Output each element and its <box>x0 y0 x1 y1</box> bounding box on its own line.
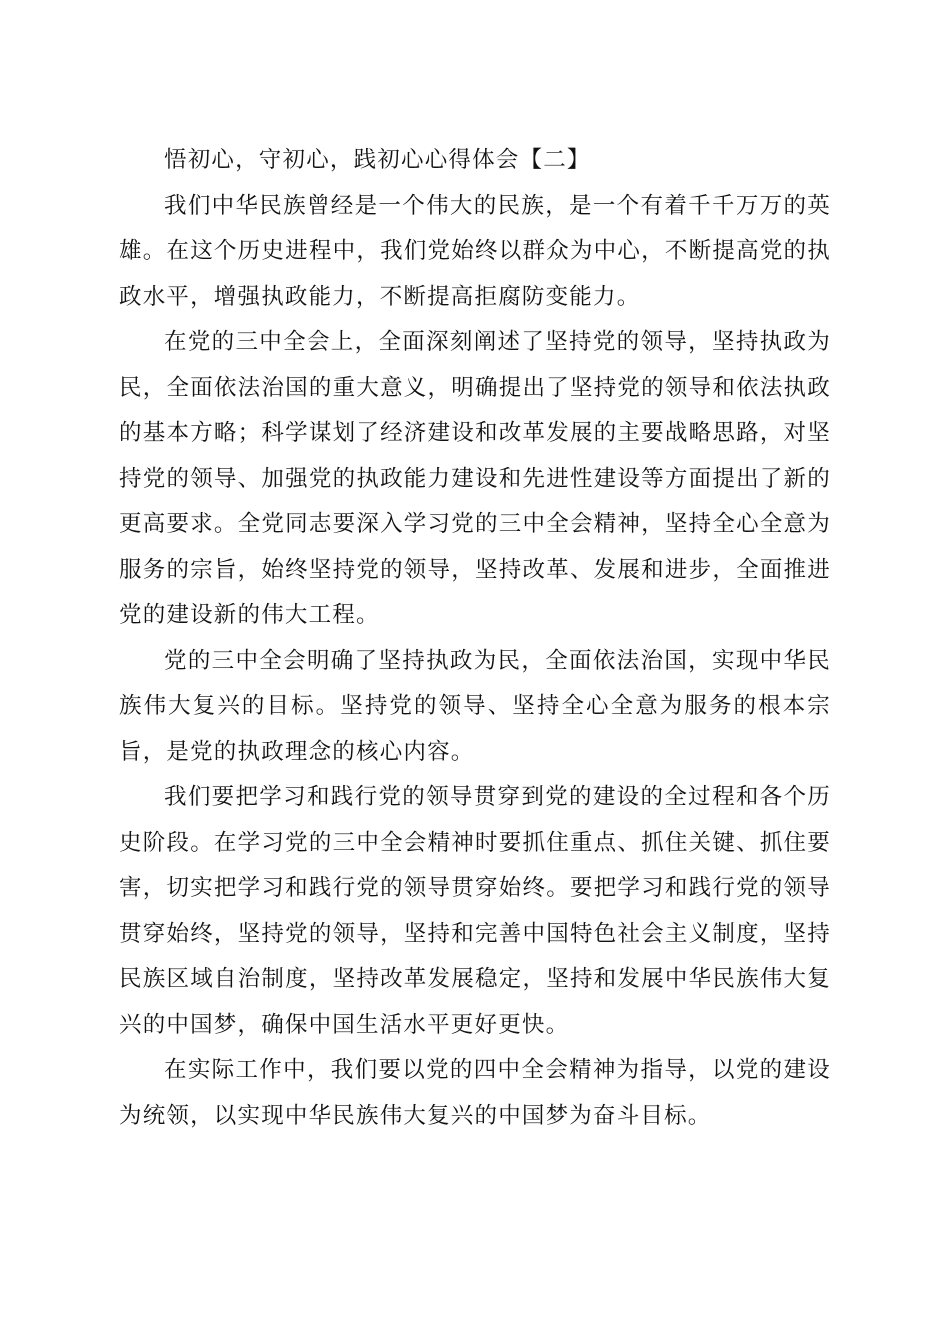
paragraph-5: 在实际工作中，我们要以党的四中全会精神为指导，以党的建设为统领，以实现中华民族伟大复兴的中国梦为奋斗目标。 <box>119 1057 831 1129</box>
paragraph-2: 在党的三中全会上，全面深刻阐述了坚持党的领导，坚持执政为民，全面依法治国的重大意义，明确提出了坚持党的领导和依法执政的基本方略；科学谋划了经济建设和改革发展的主要战略思路，对坚持党的领导、加强党的执政能力建设和先进性建设等方面提出了新的更高要求。全党同志要深入学习党的三中全会精神，坚持全心全意为服务的宗旨，始终坚持党的领导，坚持改革、发展和进步，全面推进党的建设新的伟大工程。 <box>119 329 831 628</box>
document-body <box>119 138 831 1139</box>
paragraph-4: 我们要把学习和践行党的领导贯穿到党的建设的全过程和各个历史阶段。在学习党的三中全会精神时要抓住重点、抓住关键、抓住要害，切实把学习和践行党的领导贯穿始终。要把学习和践行党的领导贯穿始终，坚持党的领导，坚持和完善中国特色社会主义制度，坚持民族区域自治制度，坚持改革发展稳定，坚持和发展中华民族伟大复兴的中国梦，确保中国生活水平更好更快。 <box>119 784 831 1038</box>
document-title: 悟初心，守初心，践初心心得体会【二】 <box>164 147 591 173</box>
paragraph-3: 党的三中全会明确了坚持执政为民，全面依法治国，实现中华民族伟大复兴的目标。坚持党的领导、坚持全心全意为服务的根本宗旨，是党的执政理念的核心内容。 <box>119 647 831 765</box>
paragraph-1: 我们中华民族曾经是一个伟大的民族，是一个有着千千万万的英雄。在这个历史进程中，我们党始终以群众为中心，不断提高党的执政水平，增强执政能力，不断提高拒腐防变能力。 <box>119 192 831 310</box>
